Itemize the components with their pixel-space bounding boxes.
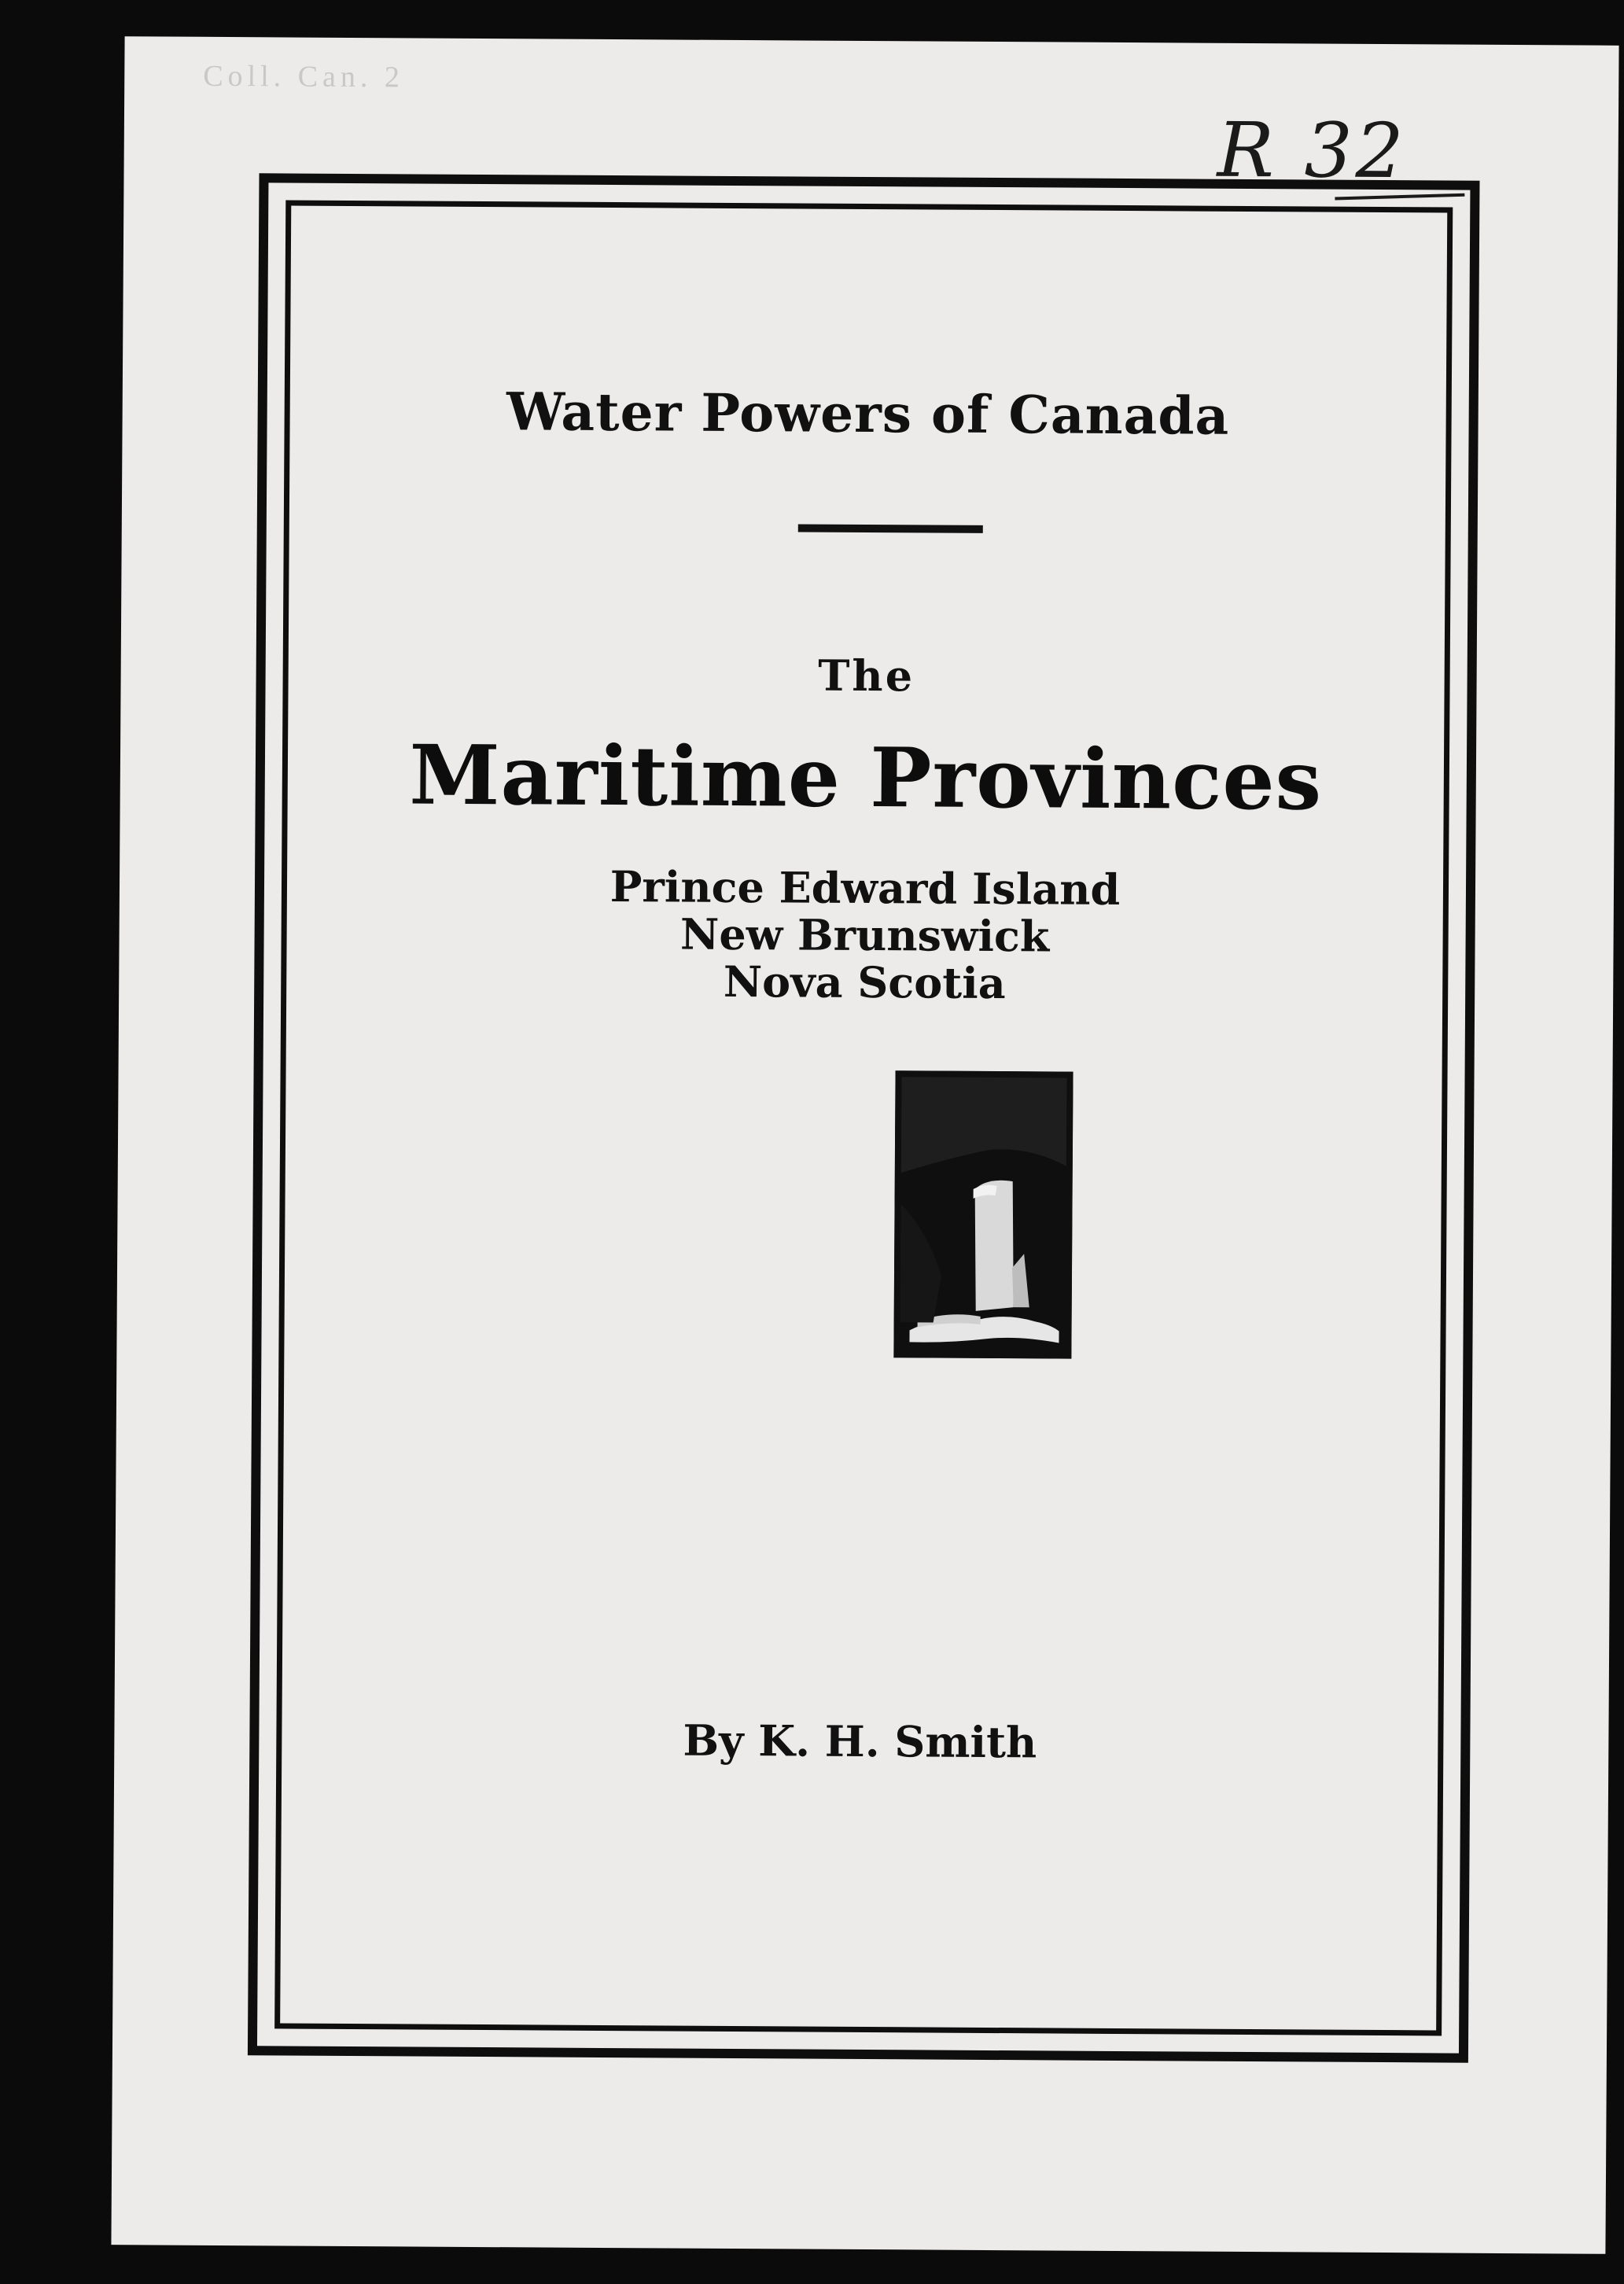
cover-content [257,182,1470,2053]
main-title: Maritime Provinces [409,726,1323,829]
author-byline: By K. H. Smith [683,1715,1037,1768]
title-article: The [818,650,915,702]
province-nova-scotia: Nova Scotia [723,956,1006,1009]
series-title: Water Powers of Canada [506,381,1230,447]
cover-border-outer [248,173,1480,2062]
waterfall-illustration [893,1070,1073,1358]
province-new-brunswick: New Brunswick [679,908,1050,962]
province-prince-edward-island: Prince Edward Island [609,861,1121,915]
handwritten-shelf-mark: R 32 [1217,105,1408,196]
title-rule [798,524,983,532]
pencil-note: Coll. Can. 2 [203,59,405,94]
document-page [111,36,1618,2254]
waterfall-vignette-image [893,1070,1073,1358]
